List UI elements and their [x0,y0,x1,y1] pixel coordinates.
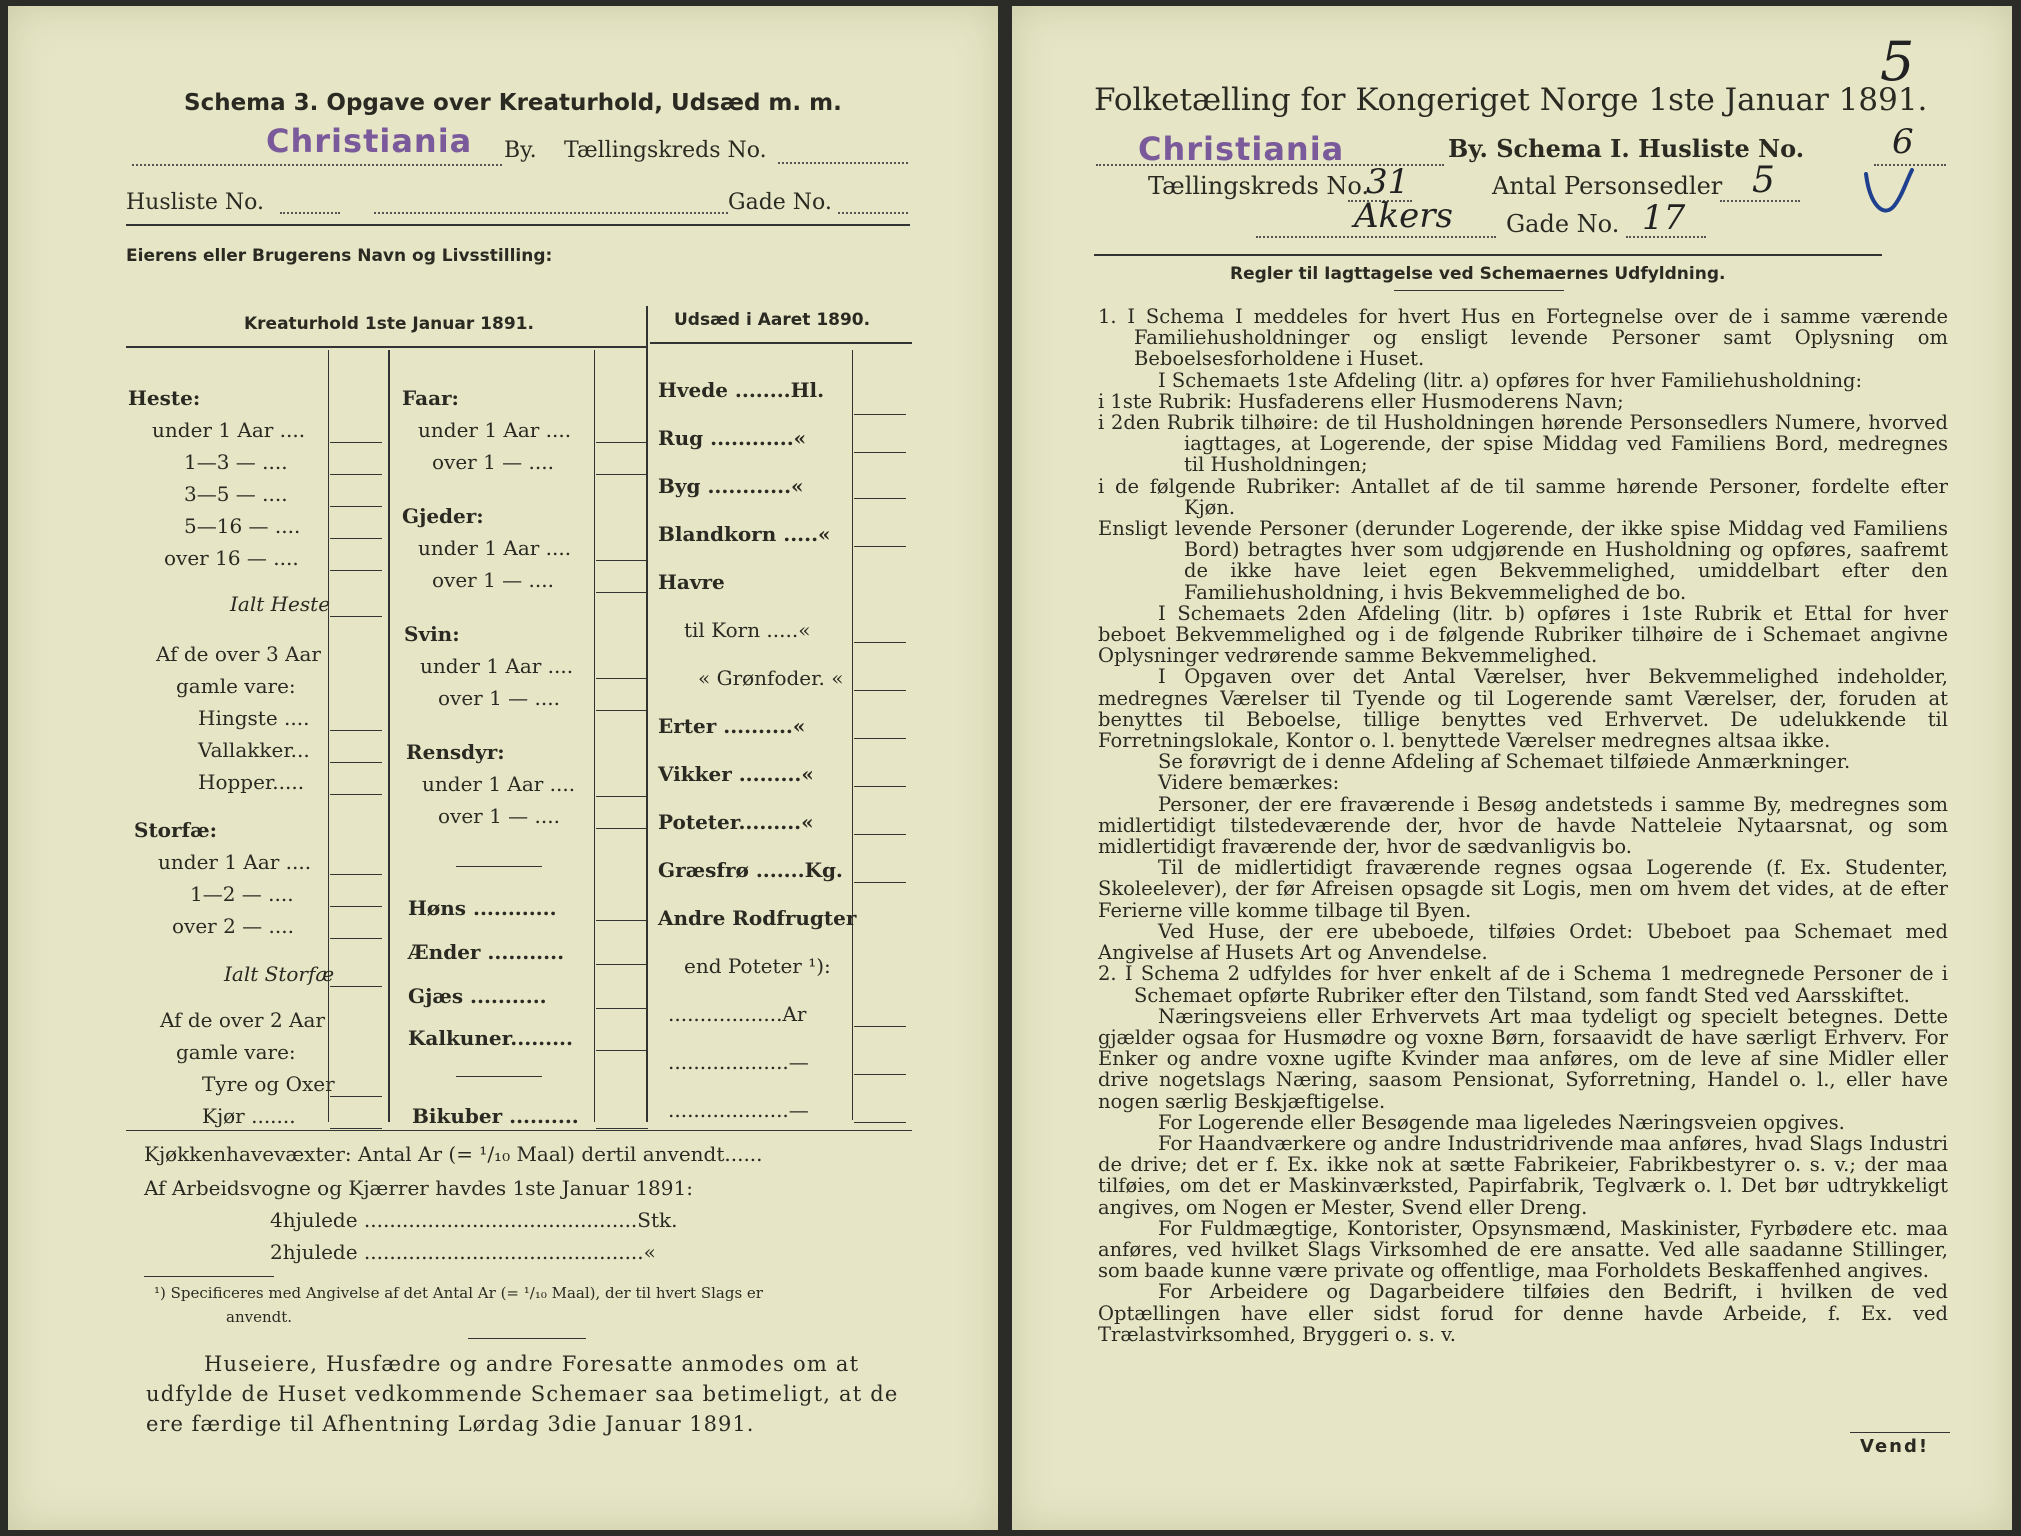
answer-line[interactable] [854,834,906,835]
storfae-1-2: 1—2 — .... [190,882,294,906]
page-number-handwritten: 5 [1880,30,1915,93]
kjor: Kjør ....... [202,1104,296,1128]
taellingskreds-blank[interactable] [778,162,908,164]
footnote-rule [144,1276,274,1277]
answer-line[interactable] [596,710,648,711]
footnote-line-1: ¹) Specificeres med Angivelse af det Antal Ar (= ¹/₁₀ Maal), der til hvert Slags er [154,1284,763,1302]
erter: Erter ..........« [658,714,806,738]
rules-text [1098,306,1948,1345]
answer-line[interactable] [330,906,382,907]
storfae-under-1: under 1 Aar .... [158,850,312,874]
city-dotted-line [132,164,502,166]
gade-name-line [1256,236,1496,238]
heste-heading: Heste: [128,386,201,410]
personsedler-label: Antal Personsedler [1492,172,1723,200]
hopper: Hopper..... [198,770,305,794]
rule-folgende-rubriker: i de følgende Rubriker: Antallet af de til samme hørende Personer, fordelte efter Kjøn. [1098,474,1948,519]
rule-1-afdeling-a: I Schemaets 1ste Afdeling (litr. a) opføres for hver Familiehusholdning: [1158,368,1863,392]
heste-over-16: over 16 — .... [164,546,299,570]
rensdyr-over-1: over 1 — .... [438,804,560,828]
answer-line[interactable] [854,414,906,415]
rule-naeringsvei: Næringsveiens eller Erhvervets Art maa tydeligt og specielt betegnes. Dette gjælder ogsaa for Husmødre og voxne Børn, forsaavidt de have særligt Erhverv. For Enker og andre voxne ugifte Kvinder maa anføres, om de leve af sine Midler eller drive nogetslags Næring, saasom Pensionat, Syforretning, Handel o. l., eller have nogen særlig Beskjæftigelse. [1098,1004,1948,1113]
answer-line[interactable] [596,474,648,475]
bikuber: Bikuber .......... [412,1104,579,1128]
storfae-over-2: over 2 — .... [172,914,294,938]
personsedler-no-handwritten[interactable]: 5 [1752,160,1775,201]
answer-line[interactable] [330,474,382,475]
rules-title: Regler til Iagttagelse ved Schemaernes Udfyldning. [1230,264,1726,284]
rule-arbeidere: For Arbeidere og Dagarbeidere tilføies den Bedrift, i hvilken de ved Optællingen have eller sidst forud for denne havde Arbeide, f. Ex. ved Trælastvirksomhed, Bryggeri o. s. v. [1098,1280,1948,1346]
answer-line[interactable] [596,1128,648,1129]
heste-af-de-over-3: Af de over 3 Aar [156,642,321,666]
answer-line[interactable] [596,964,648,965]
city-stamp-right: Christiania [1138,130,1345,168]
rule-ubeboede: Ved Huse, der ere ubeboede, tilføies Ordet: Ubeboet paa Schemaet med Angivelse af Husets Art og Anvendelse. [1098,919,1948,965]
havre-til-korn: til Korn .....« [684,618,811,642]
answer-line[interactable] [330,616,382,617]
gjaes: Gjæs ........... [408,984,547,1008]
city-stamp-left: Christiania [266,122,473,160]
answer-line[interactable] [330,874,382,875]
answer-line[interactable] [854,786,906,787]
rule-haandvaerkere: For Haandværkere og andre Industridrivende maa anføres, hvad Slags Industri de drive; det er f. Ex. ikke nok at sætte Fabrikeier, Fabrikbestyrer o. s. v.; der maa tilføies, om det er Maskinværksted, Papirfabrik, Teglværk o. l. Det bør udtrykkeligt angives, om Nogen er Mester, Svend eller Dreng. [1098,1131,1948,1219]
svin-over-1: over 1 — .... [438,686,560,710]
rensdyr-heading: Rensdyr: [406,740,505,764]
answer-line[interactable] [330,762,382,763]
kalkuner: Kalkuner......... [408,1026,573,1050]
poteter: Poteter.........« [658,810,814,834]
arbeidsvogne: Af Arbeidsvogne og Kjærrer havdes 1ste Januar 1891: [144,1176,693,1200]
rule-fravaerende: Personer, der ere fraværende i Besøg andetsteds i samme By, medregnes som midlertidigt tilstedeværende der, hvor de havde Natteleie Nytaarsnat, og som midlertidigt fraværende der, hvor de sædvanligvis bo. [1098,792,1948,859]
graesfro: Græsfrø .......Kg. [658,858,843,882]
heste-5-16: 5—16 — .... [184,514,301,538]
rules-title-rule [1394,290,1564,291]
vend-label: Vend! [1860,1436,1930,1457]
svin-heading: Svin: [404,622,460,646]
answer-line[interactable] [596,678,648,679]
rule-videre: Videre bemærkes: [1158,771,1340,795]
hingste: Hingste .... [198,706,310,730]
faar-under-1: under 1 Aar .... [418,418,572,442]
by-schema-husliste: By. Schema I. Husliste No. [1448,134,1805,163]
tyre-og-oxer: Tyre og Oxer [202,1072,335,1096]
answer-line[interactable] [854,690,906,691]
answer-line[interactable] [854,452,906,453]
answer-line[interactable] [330,442,382,443]
husliste-label-left: Husliste No. [126,190,264,215]
hjulede-4: 4hjulede ...........................................Stk. [270,1208,678,1232]
hjulede-2: 2hjulede ............................................« [270,1240,656,1264]
answer-line[interactable] [596,442,648,443]
end-poteter: end Poteter ¹): [684,954,831,978]
answer-line[interactable] [596,560,648,561]
answer-line[interactable] [330,1128,382,1129]
answer-line[interactable] [330,986,382,987]
storfae-af-de-over-2: Af de over 2 Aar [160,1008,325,1032]
hons: Høns ............ [408,896,557,920]
gade-name-handwritten[interactable]: Akers [1354,196,1453,236]
hvede: Hvede ........Hl. [658,378,825,402]
gade-no-blank[interactable] [838,212,908,214]
udsaed-header-rule [650,342,912,344]
answer-line[interactable] [330,794,382,795]
faar-heading: Faar: [402,386,459,410]
rule-2: 2. I Schema 2 udfyldes for hver enkelt af de i Schema 1 medregnede Personer de i Schemaet opførte Rubriker efter den Tilstand, som fandt Sted ved Aarsskiftet. [1098,962,1948,1007]
closing-line-3: ere færdige til Afhentning Lørdag 3die Januar 1891. [146,1412,755,1436]
storfae-heading: Storfæ: [134,818,218,842]
taellingskreds-no-handwritten[interactable]: 31 [1366,162,1410,202]
rule-anmaerkninger: Se forøvrigt de i denne Afdeling af Schemaet tilføiede Anmærkninger. [1158,750,1851,774]
gade-name-blank[interactable] [374,212,728,214]
rule-afdeling-b: I Schemaets 2den Afdeling (litr. b) opføres i 1ste Rubrik et Ettal for hver beboet Bekvemmelighed og i de følgende Rubriker tilhøire de i Schemaet angivne Oplysninger vedrørende samme Bekvemmelighed. [1098,601,1948,668]
header-rule-right [1094,254,1882,256]
vallakker: Vallakker... [198,738,310,762]
rule-vaerelser: I Opgaven over det Antal Værelser, hver Bekvemmelighed indeholder, medregnes Værelser til Tyende og til Logerende samt Værelser, der, foruden at benyttes til Beboelse, tillige benyttes ved Erhvervet. De udelukkende til Forretningslokale, Kontor o. l. benyttede Værelser medregnes altsaa ikke. [1098,665,1948,753]
gade-label-left: Gade No. [728,190,832,215]
rule-ensligt-levende: Ensligt levende Personer (derunder Logerende, der ikke spise Middag ved Familiens Bord) betragtes hver som udgjørende en Husholdning og opføres, saafremt de ikke have leiet egen Bekvemmelighed, umiddelbart efter den Familiehusholdning, i hvis Bekvemmelighed de bo. [1098,517,1948,604]
schema-3-title: Schema 3. Opgave over Kreaturhold, Udsæd m. m. [184,90,842,116]
faar-over-1: over 1 — .... [432,450,554,474]
havre-gronfoder: « Grønfoder. « [698,666,844,690]
answer-line[interactable] [596,1050,648,1051]
kreaturhold-header-rule [126,346,646,348]
answer-line[interactable] [330,506,382,507]
answer-line[interactable] [596,1008,648,1009]
gjeder-over-1: over 1 — .... [432,568,554,592]
rule-logerende: For Logerende eller Besøgende maa ligeledes Næringsveien opgives. [1158,1110,1845,1134]
ialt-heste: Ialt Heste [230,592,331,616]
col2-value-left [594,350,595,1122]
answer-line[interactable] [330,1096,382,1097]
answer-line[interactable] [854,738,906,739]
andre-rodfrugter: Andre Rodfrugter [658,906,857,930]
answer-line[interactable] [330,538,382,539]
rensdyr-under-1: under 1 Aar .... [422,772,576,796]
answer-line[interactable] [596,796,648,797]
right-page-schema-1 [1012,6,2012,1530]
taellingskreds-label-left: Tællingskreds No. [564,138,767,163]
rodfrugter-ar: ..................Ar [668,1002,807,1026]
closing-rule [468,1338,586,1339]
husliste-no-handwritten[interactable]: 6 [1892,122,1914,162]
byg: Byg ............« [658,474,804,498]
vend-rule [1850,1432,1950,1433]
col3-value-left [852,350,853,1120]
heste-1-3: 1—3 — .... [184,450,288,474]
answer-line[interactable] [330,570,382,571]
left-page-schema-3 [8,6,998,1530]
rodfrugter-line-3: ...................— [668,1098,809,1122]
answer-line[interactable] [596,592,648,593]
answer-line[interactable] [330,938,382,939]
closing-line-2: udfylde de Huset vedkommende Schemaer saa betimeligt, at de [146,1382,899,1406]
eier-label: Eierens eller Brugerens Navn og Livsstilling: [126,246,553,266]
gade-no-handwritten[interactable]: 17 [1642,198,1686,238]
gjeder-under-1: under 1 Aar .... [418,536,572,560]
separator [456,1076,542,1077]
storfae-gamle-vare: gamle vare: [176,1040,296,1064]
answer-line[interactable] [854,1122,906,1123]
gjeder-heading: Gjeder: [402,504,484,528]
heste-gamle-vare: gamle vare: [176,674,296,698]
table-bottom-rule [126,1130,912,1131]
rug: Rug ............« [658,426,807,450]
ialt-storfae: Ialt Storfæ [224,962,335,986]
gade-label-right: Gade No. [1506,210,1620,238]
answer-line[interactable] [854,498,906,499]
answer-line[interactable] [596,828,648,829]
answer-line[interactable] [854,1026,906,1027]
answer-line[interactable] [854,1074,906,1075]
col1-value-left [328,350,329,1122]
answer-line[interactable] [854,882,906,883]
svin-under-1: under 1 Aar .... [420,654,574,678]
blandkorn: Blandkorn .....« [658,522,831,546]
table-divider-main [646,306,648,1122]
heste-under-1: under 1 Aar .... [152,418,306,442]
taellingskreds-label-right: Tællingskreds No. [1148,172,1370,200]
aender: Ænder ........... [408,940,565,964]
gade-no-line [1626,236,1706,238]
husliste-blank[interactable] [280,212,340,214]
answer-line[interactable] [854,642,906,643]
folketaelling-title: Folketælling for Kongeriget Norge 1ste Januar 1891. [1094,82,1928,118]
separator [456,866,542,867]
rule-1ste-rubrik: i 1ste Rubrik: Husfaderens eller Husmoderens Navn; [1098,389,1624,413]
answer-line[interactable] [596,920,648,921]
closing-line-1: Huseiere, Husfædre og andre Foresatte anmodes om at [204,1352,860,1376]
col1-col2-divider [388,350,390,1122]
personsedler-no-line [1720,200,1800,202]
rule-2den-rubrik: i 2den Rubrik tilhøire: de til Husholdningen hørende Personsedlers Numere, hvorved iagttages, at Logerende, der spise Middag ved Familiens Bord, medregnes til Husholdningen; [1098,411,1948,477]
header-rule [126,224,910,226]
rule-1: 1. I Schema I meddeles for hvert Hus en Fortegnelse over de i samme værende Familiehusholdninger og ensligt levende Personer samt Oplysning om Beboelsesforholdene i Huset. [1098,305,1948,371]
kreaturhold-header: Kreaturhold 1ste Januar 1891. [244,314,534,334]
heste-3-5: 3—5 — .... [184,482,288,506]
footnote-line-2: anvendt. [226,1308,293,1326]
check-mark-handwritten [1860,166,1920,222]
kjokkenhavevaexter: Kjøkkenhavevæxter: Antal Ar (= ¹/₁₀ Maal) dertil anvendt...... [144,1142,763,1166]
rodfrugter-line-2: ...................— [668,1050,809,1074]
rule-midlertidigt: Til de midlertidigt fraværende regnes ogsaa Logerende (f. Ex. Studenter, Skoleelever), der før Afreisen opsagde sit Logis, men om hvem det vides, at de efter Ferierne ville komme tilbage til Byen. [1098,856,1948,922]
answer-line[interactable] [854,546,906,547]
udsaed-header: Udsæd i Aaret 1890. [674,310,871,330]
rule-fuldmaegtige: For Fuldmægtige, Kontorister, Opsynsmænd, Maskinister, Fyrbødere etc. maa anføres, ved hvilket Slags Virksomhed de ere ansatte. Ved alle saadanne Stillinger, som baade kunne være private og offentlige, maa Forholdets Beskaffenhed angives. [1098,1216,1948,1283]
vikker: Vikker .........« [658,762,814,786]
by-label: By. [504,138,537,163]
answer-line[interactable] [330,730,382,731]
havre: Havre [658,570,725,594]
